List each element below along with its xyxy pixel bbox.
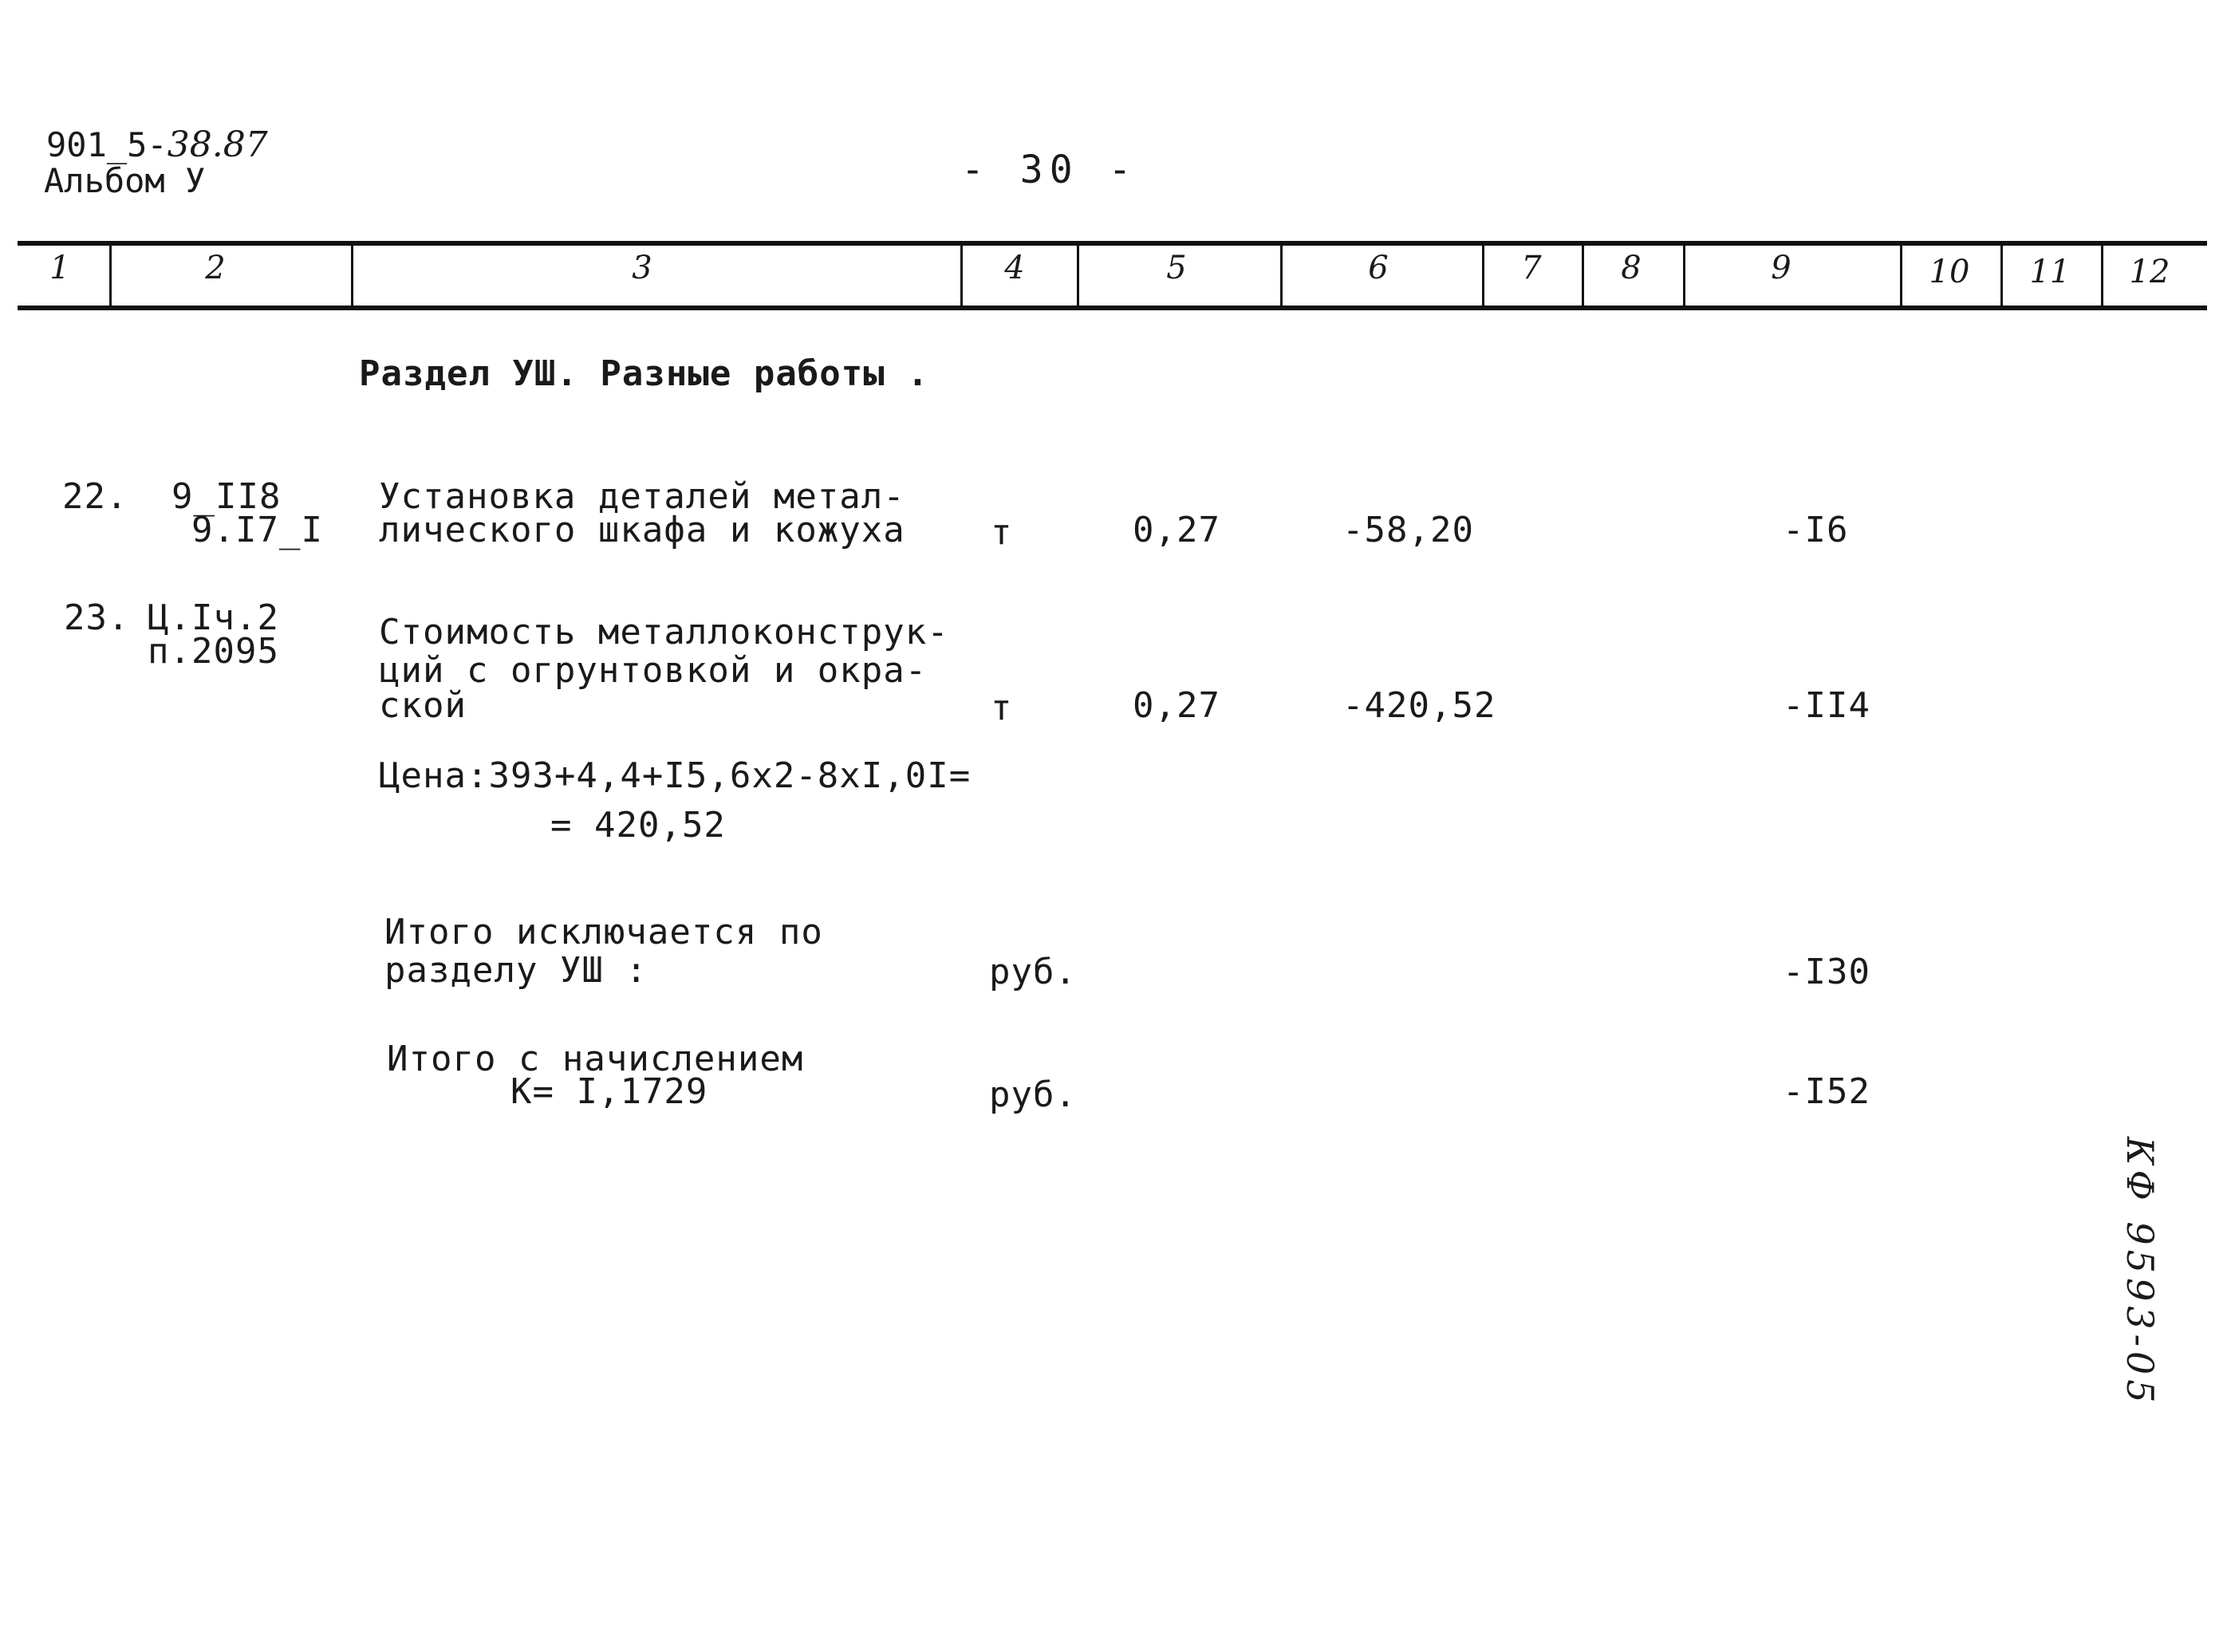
document-code-number: 901_5- <box>46 125 168 164</box>
column-number: 10 <box>1929 254 1970 290</box>
total-unit: руб. <box>989 952 1077 992</box>
row-code: 9.I7_I <box>191 510 323 550</box>
row-quantity: 0,27 <box>1133 510 1220 550</box>
document-code <box>46 124 268 165</box>
column-number: 4 <box>1004 250 1025 286</box>
price-formula: Цена:393+4,4+I5,6x2-8xI,0I= <box>379 755 972 796</box>
row-description: ской <box>379 685 467 726</box>
page-number: - 30 - <box>961 148 1138 192</box>
row-number: 22. <box>62 476 128 517</box>
column-divider <box>1280 245 1283 310</box>
column-number: 6 <box>1368 250 1389 286</box>
column-number: 1 <box>49 250 70 286</box>
column-divider <box>1482 245 1484 310</box>
row-description: Стоимость металлоконструк- <box>379 612 949 653</box>
row-unit: т <box>991 512 1013 553</box>
column-number: 8 <box>1621 250 1642 286</box>
total-value: -I30 <box>1783 952 1870 992</box>
price-formula-result: = 420,52 <box>550 805 726 846</box>
row-price: -58,20 <box>1342 510 1474 550</box>
row-description: ций с огрунтовкой и окра- <box>379 650 928 691</box>
total-label: разделу УШ : <box>384 950 648 991</box>
column-number: 5 <box>1166 250 1187 286</box>
column-number: 12 <box>2129 254 2170 290</box>
column-divider <box>351 245 353 310</box>
column-divider <box>1582 245 1584 310</box>
row-description: Установка деталей метал- <box>379 476 905 517</box>
total-label: Итого исключается по <box>384 912 823 952</box>
document-code-year: 38.87 <box>167 124 268 165</box>
archive-stamp: КФ 9593-05 <box>2119 1137 2162 1408</box>
row-description: лического шкафа и кожуха <box>379 510 905 550</box>
total-label: Итого с начислением <box>387 1039 804 1079</box>
row-total: -I6 <box>1783 510 1849 550</box>
total-label: К= I,1729 <box>510 1071 708 1112</box>
column-divider <box>109 245 112 310</box>
column-divider <box>2101 245 2103 310</box>
row-quantity: 0,27 <box>1133 685 1220 726</box>
total-value: -I52 <box>1783 1071 1870 1112</box>
row-code: Ц.Iч.2 <box>148 597 279 638</box>
column-divider <box>960 245 963 310</box>
row-code: п.2095 <box>148 631 279 672</box>
total-unit: руб. <box>989 1074 1077 1115</box>
column-number: 11 <box>2029 254 2071 290</box>
column-number: 2 <box>205 250 226 286</box>
column-divider <box>1077 245 1079 310</box>
column-divider <box>2000 245 2003 310</box>
row-code: 9_II8 <box>171 476 282 517</box>
row-number: 23. <box>64 597 130 638</box>
table-bottom-border <box>18 306 2207 310</box>
column-number: 3 <box>632 250 652 286</box>
row-unit: т <box>991 688 1013 728</box>
table-top-border <box>18 241 2207 246</box>
row-price: -420,52 <box>1342 685 1496 726</box>
album-label: Альбом У <box>44 161 206 200</box>
column-number: 7 <box>1521 250 1542 286</box>
column-number: 9 <box>1771 250 1791 286</box>
row-total: -II4 <box>1783 685 1870 726</box>
column-divider <box>1683 245 1685 310</box>
column-divider <box>1900 245 1902 310</box>
section-title: Раздел УШ. Разные работы . <box>359 353 929 394</box>
